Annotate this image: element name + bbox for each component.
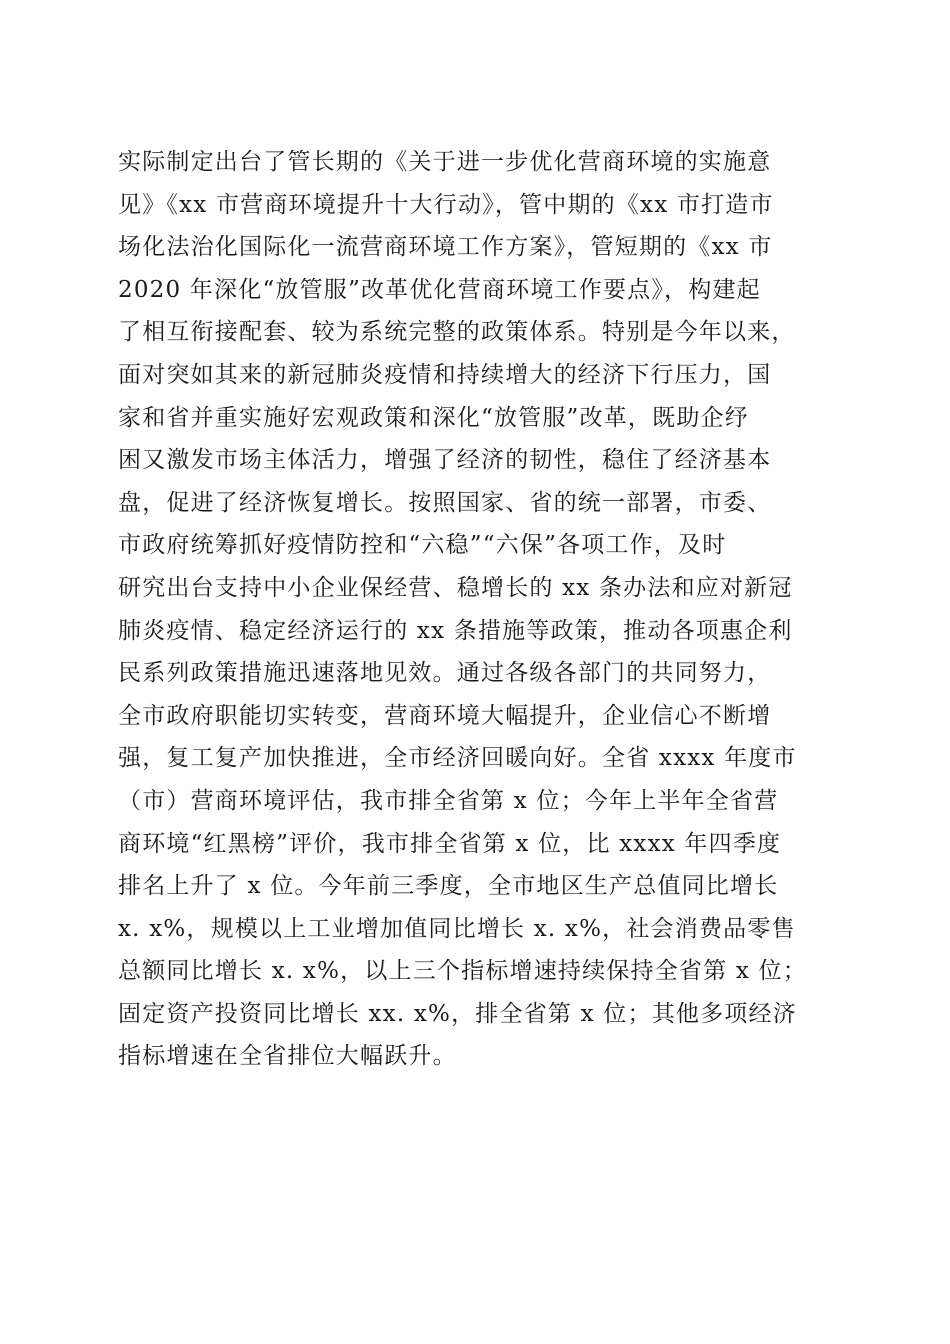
text-line: 研究出台支持中小企业保经营、稳增长的 xx 条办法和应对新冠 [118, 574, 793, 601]
text-line: 家和省并重实施好宏观政策和深化“放管服”改革，既助企纾 [118, 404, 749, 431]
text-line: 实际制定出台了管长期的《关于进一步优化营商环境的实施意 [118, 149, 772, 175]
text-line: 民系列政策措施迅速落地见效。通过各级各部门的共同努力， [118, 660, 772, 687]
text-line: 了相互衔接配套、较为系统完整的政策体系。特别是今年以来， [118, 319, 796, 346]
text-line: x. x%，规模以上工业增加值同比增长 x. x%，社会消费品零售 [118, 915, 796, 942]
text-line: 商环境“红黑榜”评价，我市排全省第 x 位，比 xxxx 年四季度 [118, 830, 782, 857]
text-line: 盘，促进了经济恢复增长。按照国家、省的统一部署，市委、 [118, 489, 772, 516]
text-line: 困又激发市场主体活力，增强了经济的韧性，稳住了经济基本 [118, 447, 772, 474]
text-line: 2020 年深化“放管服”改革优化营商环境工作要点》，构建起 [118, 276, 761, 303]
body-paragraph [118, 141, 858, 1078]
text-line: 总额同比增长 x. x%，以上三个指标增速持续保持全省第 x 位； [118, 958, 807, 985]
text-line: 固定资产投资同比增长 xx. x%，排全省第 x 位；其他多项经济 [118, 1000, 797, 1027]
text-line: 肺炎疫情、稳定经济运行的 xx 条措施等政策，推动各项惠企利 [118, 617, 793, 644]
text-line: 见》《xx 市营商环境提升十大行动》，管中期的《xx 市打造市 [118, 191, 774, 218]
text-line: 场化法治化国际化一流营商环境工作方案》，管短期的《xx 市 [118, 234, 773, 261]
text-line: （市）营商环境评估，我市排全省第 x 位；今年上半年全省营 [118, 787, 779, 814]
text-line: 面对突如其来的新冠肺炎疫情和持续增大的经济下行压力，国 [118, 361, 772, 388]
text-line: 强，复工复产加快推进，全市经济回暖向好。全省 xxxx 年度市 [118, 745, 797, 772]
text-line: 全市政府职能切实转变，营商环境大幅提升，企业信心不断增 [118, 702, 772, 729]
text-line: 排名上升了 x 位。今年前三季度，全市地区生产总值同比增长 [118, 873, 779, 900]
text-line: 指标增速在全省排位大幅跃升。 [118, 1043, 457, 1070]
text-line: 市政府统筹抓好疫情防控和“六稳”“六保”各项工作，及时 [118, 532, 727, 559]
